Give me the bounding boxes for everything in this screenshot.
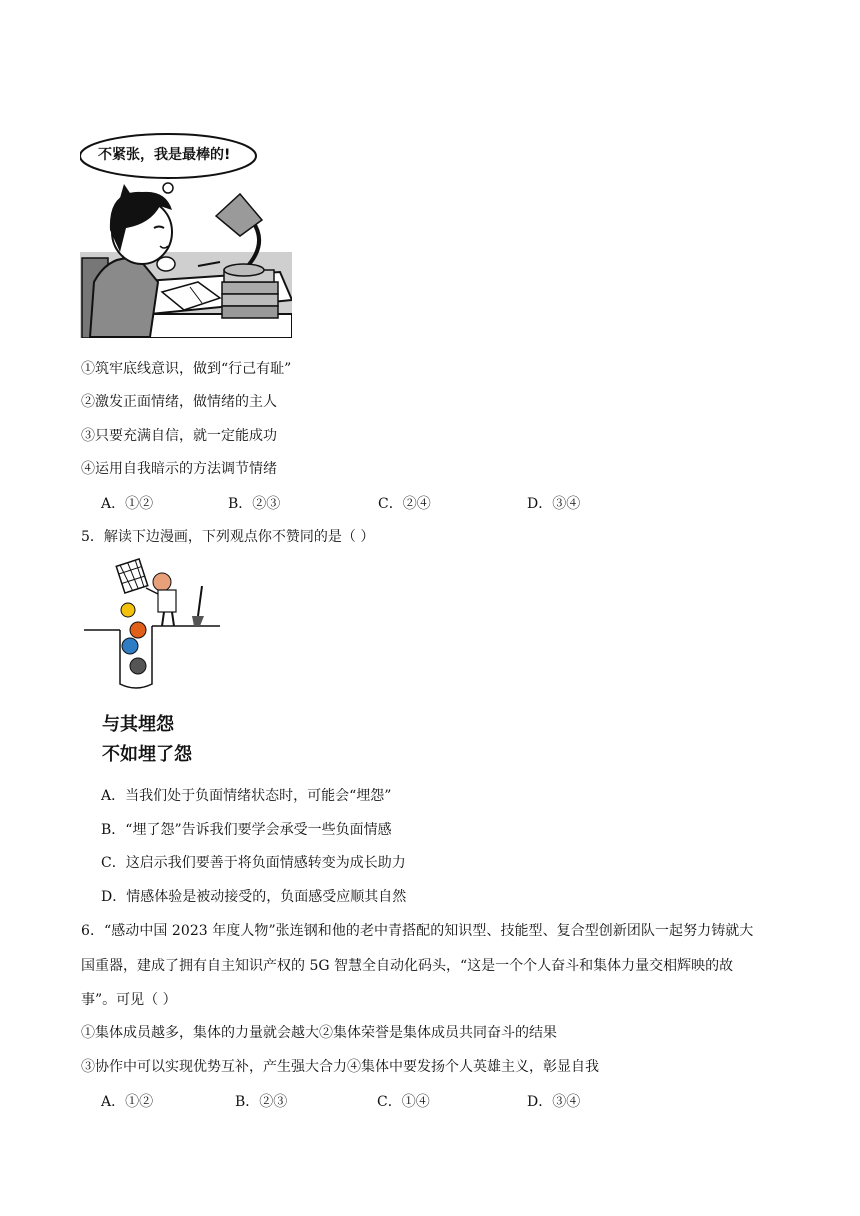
q6-stem-line-3: 事”。可见（ ） — [81, 992, 177, 1008]
q6-statement-1: ①集体成员越多，集体的力量就会越大②集体荣誉是集体成员共同奋斗的结果 — [81, 1025, 557, 1041]
q5-cartoon-drawing — [80, 558, 230, 698]
q4-bubble-text: 不紧张，我是最棒的! — [98, 147, 231, 163]
q4-option-b[interactable]: B．②③ — [228, 496, 281, 512]
q4-option-a[interactable]: A．①② — [101, 496, 154, 512]
q5-option-c[interactable]: C．这启示我们要善于将负面情感转变为成长助力 — [101, 855, 406, 871]
q4-option-d[interactable]: D．③④ — [527, 496, 581, 512]
q6-option-a[interactable]: A．①② — [101, 1094, 154, 1110]
q5-cartoon — [80, 558, 230, 768]
q5-option-a[interactable]: A．当我们处于负面情绪状态时，可能会“埋怨” — [101, 788, 392, 804]
q4-cartoon — [80, 132, 292, 338]
q6-stem-line-2: 国重器，建成了拥有自主知识产权的 5G 智慧全自动化码头，“这是一个个人奋斗和集体力量交相辉映的故 — [81, 958, 734, 974]
q5-option-b[interactable]: B．“埋了怨”告诉我们要学会承受一些负面情感 — [101, 822, 392, 838]
q6-option-c[interactable]: C．①④ — [377, 1094, 430, 1110]
q6-option-b[interactable]: B．②③ — [235, 1094, 288, 1110]
q4-statement-2: ②激发正面情绪，做情绪的主人 — [81, 394, 277, 410]
q6-statement-2: ③协作中可以实现优势互补，产生强大合力④集体中要发扬个人英雄主义，彰显自我 — [81, 1059, 599, 1075]
q4-statement-1: ①筑牢底线意识，做到“行己有耻” — [81, 361, 292, 377]
q4-option-c[interactable]: C．②④ — [378, 496, 431, 512]
q6-stem-line-1: 6．“感动中国 2023 年度人物”张连钢和他的老中青搭配的知识型、技能型、复合型创新团队一起努力铸就大 — [81, 923, 754, 939]
q5-option-d[interactable]: D．情感体验是被动接受的，负面感受应顺其自然 — [101, 889, 407, 905]
q6-options — [101, 1092, 801, 1112]
q5-stem: 5．解读下边漫画，下列观点你不赞同的是（ ） — [81, 529, 375, 545]
q4-options — [101, 494, 801, 514]
q5-caption-line-2: 不如埋了怨 — [102, 744, 192, 765]
q6-option-d[interactable]: D．③④ — [527, 1094, 581, 1110]
q4-statement-4: ④运用自我暗示的方法调节情绪 — [81, 461, 277, 477]
q4-statement-3: ③只要充满自信，就一定能成功 — [81, 428, 277, 444]
q5-caption-line-1: 与其埋怨 — [102, 714, 174, 735]
